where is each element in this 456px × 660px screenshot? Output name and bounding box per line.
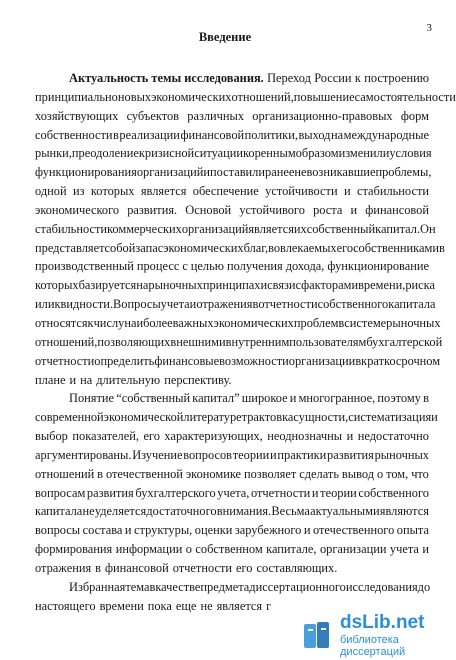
word: и [289,391,297,406]
word: отчетности [250,485,311,500]
watermark-subtitle: библиотека диссертаций [340,634,406,659]
text-line [35,371,429,390]
word: учета [389,542,419,557]
word: собственном [195,542,263,557]
word: собственного [358,485,429,500]
word: вывод [341,466,375,481]
dslib-logo-icon [302,620,334,652]
page-number: 3 [426,22,432,34]
word: развития. [127,202,178,217]
text-line [35,144,432,163]
word: устойчивости [265,184,338,199]
word: числу [93,315,125,330]
word: предмета [200,579,250,594]
word: функционирования [35,165,137,180]
word: является [216,598,263,613]
word: трактовка [241,410,294,425]
word: является [140,184,187,199]
word: аргументированы. [35,447,132,462]
word: отчетности [35,353,95,368]
word: о [185,542,192,557]
word: целью [190,259,225,274]
word: времени, [358,278,406,293]
word: вопросы [35,523,81,538]
text-line [35,502,429,521]
word: ситуации [194,146,244,161]
word: Основой [185,202,232,217]
word: возможности [219,353,289,368]
word: ликвидности. [41,297,114,312]
word: на [330,127,344,142]
word: исследования [345,579,418,594]
word: из [72,184,85,199]
word: России [314,71,352,85]
word: Изучение [132,447,183,462]
text-line [35,352,441,371]
word: рынки, [35,146,72,161]
word: бухгалтерского [135,485,216,500]
word: вопросов [183,447,233,462]
text-line [35,182,429,201]
word: на [136,278,149,293]
word: теории [320,485,357,500]
word: выбор [35,429,68,444]
word: и [260,278,268,293]
word: является [248,221,294,236]
word: в [338,315,345,330]
word: экономического [35,202,120,217]
word: связи [267,278,296,293]
word: характеризующих, [164,429,263,444]
word: построению [364,71,429,85]
word: функционирование [327,259,429,274]
word: рыночных [386,315,441,330]
word: финансовые [154,353,220,368]
word: состава [82,523,123,538]
word: Вопросы [113,297,161,312]
word: вопросам [35,485,86,500]
word: Избранная [69,579,126,594]
text-line [35,333,443,352]
word: учета [160,297,190,312]
word: собственный [306,221,376,236]
word: риска [405,278,435,293]
word: организационно-правовых [252,108,393,123]
text-line [35,88,456,107]
word: организаций [136,165,204,180]
word: обеспечение [192,184,259,199]
word: экономических [163,240,244,255]
text-line [35,540,429,559]
word: Переход [267,71,311,85]
word: пока [147,598,172,613]
word: позволяющих [97,334,171,349]
word: не [200,598,213,613]
word: определить [94,353,155,368]
word: к [87,315,94,330]
word: внешним [170,334,219,349]
word: том, [386,466,409,481]
word: опыта [396,523,429,538]
text-line [35,314,441,333]
bold-lead-phrase: Актуальность темы исследования. [69,71,264,85]
word: отечественной [105,466,183,481]
word: отражения [196,297,253,312]
word: поэтому [377,391,421,406]
word: отечественного [312,523,395,538]
word: проблемы, [375,165,432,180]
word: в [149,579,156,594]
word: г [266,598,272,613]
word: его [236,560,253,575]
word: принципах [202,278,261,293]
word: широкое [241,391,288,406]
word: пользователям [289,334,367,349]
text-line [35,220,436,239]
word: выход [298,127,331,142]
word: и [203,165,210,180]
word: сделать [299,466,339,481]
word: форм [400,108,429,123]
word: собственниками [353,240,439,255]
word: на [80,372,93,387]
word: рыночных [374,447,429,462]
text-line [35,257,429,276]
text-line [35,389,429,408]
word: и [422,542,429,557]
word: длительную [96,372,161,387]
word: наиболее [124,315,173,330]
text-line [35,427,429,446]
word: Весьма [271,504,310,519]
text-line [35,465,429,484]
word: и [311,485,319,500]
word: не [82,504,95,519]
word: неоднозначны [267,429,343,444]
dslib-watermark [302,612,444,659]
word: к [354,71,361,85]
word: повышение [293,89,355,104]
word: зарубежного [234,523,302,538]
word: поставили [210,165,265,180]
word: рыночных [148,278,203,293]
word: и [343,184,351,199]
word: отражения [35,560,92,575]
word: образом [295,146,339,161]
word: сущности, [293,410,349,425]
word: и [303,523,311,538]
word: краткосрочном [361,353,441,368]
word: литературе [183,410,242,425]
word: важных [172,315,214,330]
word: учета, [217,485,250,500]
word: реализации [119,127,180,142]
word: тема [125,579,150,594]
word: Понятие [69,391,115,406]
word: получения [227,259,283,274]
word: ранее [265,165,295,180]
word: производственный [35,259,134,274]
word: отчетности [172,560,233,575]
word: капитале, [266,542,317,557]
word: в [252,297,259,312]
word: Он [420,221,436,236]
word: и [431,410,438,425]
word: финансовой [180,127,245,142]
word: запас [135,240,164,255]
word: структуры, [134,523,193,538]
word: финансовой [365,202,429,217]
word: и [35,297,42,312]
word: и [218,334,226,349]
word: с [182,259,188,274]
word: актуальными [310,504,380,519]
word: условия [389,146,432,161]
word: вовлекаемых [268,240,337,255]
word: изменили [338,146,390,161]
word: устойчивого [239,202,305,217]
word: благ, [243,240,269,255]
text-line [35,295,436,314]
word: современной [35,410,104,425]
text-line [35,578,429,597]
word: систематизация [348,410,432,425]
word: информации [115,542,183,557]
word: многогранное, [298,391,376,406]
word: отношений, [231,89,294,104]
word: качестве [155,579,201,594]
word: с [295,278,302,293]
word: отчетности [258,297,318,312]
word: и [189,297,197,312]
word: бухгалтерской [366,334,443,349]
word: собой [104,240,136,255]
word: до [417,579,431,594]
word: возникавшие [306,165,376,180]
word: теории [232,447,270,462]
word: составляющих. [256,560,338,575]
text-line [35,163,432,182]
word: собственности [35,127,113,142]
word: внутренним [225,334,290,349]
word: в [97,466,104,481]
word: “собственный [116,391,191,406]
word: показателей, [72,429,139,444]
text-line [35,559,429,578]
text-line [35,484,429,503]
word: отношений, [35,334,98,349]
word: экономике [185,466,242,481]
text-line [35,446,429,465]
word: капитала [35,504,83,519]
word: стабильности [35,221,108,236]
word: еще [175,598,197,613]
word: одной [35,184,67,199]
word: в [423,391,429,406]
word: относятся [35,315,88,330]
word: проблем [293,315,339,330]
word: собственного [317,297,389,312]
word: которых [35,278,79,293]
word: их [293,221,307,236]
word: финансовой [105,560,169,575]
word: внимания. [216,504,272,519]
word: достаточного [146,504,217,519]
word: коренным [243,146,296,161]
word: и [346,429,354,444]
word: экономических [151,89,232,104]
word: факторами [301,278,359,293]
word: его [143,429,160,444]
word: хозяйствующих [35,108,119,123]
word: настоящего [35,598,96,613]
word: и [270,447,277,462]
word: представляет [35,240,105,255]
word: и [69,372,77,387]
word: и [350,202,358,217]
word: политики, [244,127,298,142]
section-title: Введение [198,30,252,44]
word: диссертационного [249,579,346,594]
word: стабильности [356,184,429,199]
watermark-brand: dsLib.net [340,612,425,634]
word: экономической [103,410,184,425]
text-line [35,201,429,220]
document-body [35,69,456,615]
text-line [35,521,429,540]
word: развития [327,447,374,462]
word: организации [288,353,356,368]
word: капитала [388,297,436,312]
text-line [35,276,435,295]
word: в [113,127,119,142]
word: что [411,466,429,481]
word: в [355,353,362,368]
word: о [376,466,384,481]
word: его [336,240,354,255]
word: которых [90,184,135,199]
text-line [35,69,429,88]
text-line [35,239,445,258]
word: являются [379,504,429,519]
word: преодоление [71,146,139,161]
word: не [294,165,307,180]
word: оценки [194,523,233,538]
text-line [35,126,429,145]
word: капитал” [192,391,240,406]
word: системе [344,315,387,330]
word: позволяет [243,466,297,481]
word: недостаточно [357,429,429,444]
word: различных [187,108,245,123]
word: кризисной [138,146,195,161]
word: роста [313,202,343,217]
word: организаций [181,221,249,236]
word: в [438,240,445,255]
word: капитал. [375,221,421,236]
word: и [124,523,132,538]
word: развития [86,485,134,500]
word: дохода, [285,259,325,274]
word: плане [35,372,66,387]
word: отношений [35,466,95,481]
word: принципиально [35,89,118,104]
word: коммерческих [107,221,182,236]
word: самостоятельности [354,89,456,104]
word: международные [343,127,429,142]
word: перспективу. [164,372,232,387]
word: процесс [136,259,180,274]
text-line [35,107,429,126]
text-line [35,408,438,427]
word: организации [319,542,387,557]
word: в [95,560,102,575]
word: формирования [35,542,113,557]
word: практики [277,447,327,462]
word: базируется [78,278,137,293]
word: уделяется [94,504,147,519]
word: субъектов [126,108,179,123]
word: экономических [213,315,294,330]
word: времени [99,598,144,613]
word: новых [117,89,152,104]
